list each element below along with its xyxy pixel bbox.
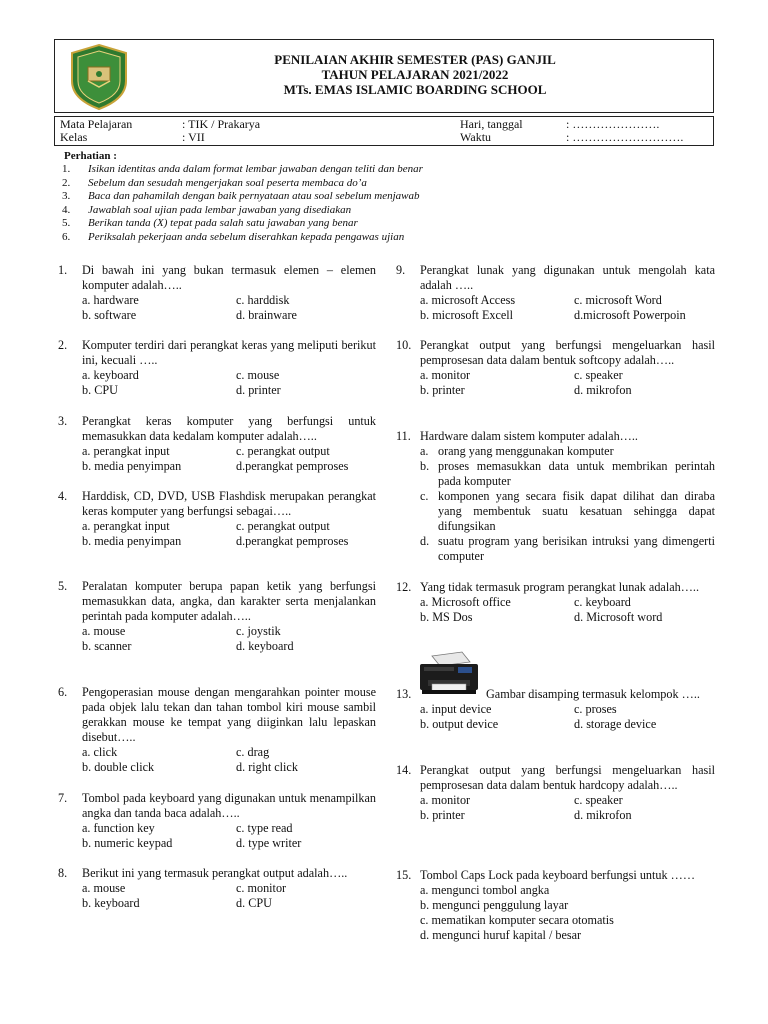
answer-option[interactable]: c. speaker [574, 368, 623, 382]
exam-title: PENILAIAN AKHIR SEMESTER (PAS) GANJIL [274, 52, 556, 67]
date-value: : …………………. [566, 117, 660, 131]
school-logo-icon [68, 43, 130, 111]
answer-option[interactable]: d. mikrofon [574, 808, 632, 822]
answer-option[interactable]: b. printer [420, 383, 465, 397]
question-number: 9. [396, 263, 406, 277]
answer-option[interactable]: c. monitor [236, 881, 287, 895]
answer-option[interactable]: d. storage device [574, 717, 657, 731]
question-text: Tombol pada keyboard yang digunakan untuk menampilkan angka dan tanda baca adalah….. [82, 791, 376, 820]
answer-option[interactable]: a. perangkat input [82, 444, 170, 458]
class-value: : VII [182, 130, 205, 144]
answer-option[interactable]: c. joystik [236, 624, 281, 638]
answer-options [420, 368, 715, 398]
answer-options [420, 595, 715, 625]
question-number: 4. [58, 489, 68, 503]
question-6 [58, 685, 376, 775]
answer-option[interactable]: a. perangkat input [82, 519, 170, 533]
question-number: 1. [58, 263, 68, 277]
answer-option[interactable]: d. brainware [236, 308, 297, 322]
answer-option[interactable]: a. Microsoft office [420, 595, 511, 609]
answer-option[interactable]: b. media penyimpan [82, 459, 182, 473]
question-text: Pengoperasian mouse dengan mengarahkan pointer mouse pada objek lalu tekan dan tahan tombol kiri mouse sambil gerakkan mouse ke tempat yang diiginkan lalu lepaskan disebut….. [82, 685, 376, 744]
answer-options [420, 702, 715, 732]
answer-option[interactable]: a. mouse [82, 881, 126, 895]
answer-option[interactable]: b. microsoft Excell [420, 308, 514, 322]
answer-options [420, 444, 715, 564]
question-9 [396, 263, 715, 323]
answer-option[interactable]: d. keyboard [236, 639, 294, 653]
answer-option[interactable]: d. CPU [236, 896, 272, 910]
instruction-item [62, 163, 712, 177]
question-text: Di bawah ini yang bukan termasuk elemen – elemen komputer adalah….. [82, 263, 376, 292]
option-text: proses memasukkan data untuk membrikan perintah pada komputer [438, 459, 715, 488]
question-13 [396, 687, 715, 732]
question-5 [58, 579, 376, 654]
instruction-item [62, 204, 712, 218]
answer-option[interactable]: b. software [82, 308, 137, 322]
question-text: Perangkat keras komputer yang berfungsi untuk memasukkan data kedalam komputer adalah….. [82, 414, 376, 443]
question-number: 13. [396, 687, 412, 701]
instructions [62, 150, 712, 245]
instruction-text: Baca dan pahamilah dengan baik pernyataan atau soal sebelum menjawab [88, 190, 420, 203]
instruction-number: 2. [62, 176, 71, 189]
answer-option[interactable]: b. CPU [82, 383, 118, 397]
answer-option[interactable]: a. monitor [420, 793, 471, 807]
question-number: 2. [58, 338, 68, 352]
exam-header [54, 39, 714, 113]
instruction-text: Jawablah soal ujian pada lembar jawaban yang disediakan [88, 203, 352, 216]
option-text: orang yang menggunakan komputer [438, 444, 614, 458]
instruction-text: Sebelum dan sesudah mengerjakan soal peserta membaca do’a [88, 176, 367, 189]
option-marker: b. [420, 459, 430, 473]
instruction-item [62, 231, 712, 245]
option-marker: d. [420, 534, 430, 548]
answer-option[interactable]: c. type read [236, 821, 293, 835]
answer-option[interactable]: c. mouse [236, 368, 280, 382]
question-text: Perangkat lunak yang digunakan untuk mengolah kata adalah ….. [420, 263, 715, 292]
answer-option[interactable]: a. keyboard [82, 368, 139, 382]
answer-option[interactable]: a. mouse [82, 624, 126, 638]
question-number: 3. [58, 414, 68, 428]
question-1 [58, 263, 376, 323]
question-number: 5. [58, 579, 68, 593]
answer-options [82, 745, 376, 775]
subject-label: Mata Pelajaran [60, 117, 133, 131]
question-2 [58, 338, 376, 398]
question-14 [396, 763, 715, 823]
answer-option[interactable]: d. printer [236, 383, 281, 397]
answer-option[interactable] [420, 459, 715, 489]
question-number: 14. [396, 763, 412, 777]
answer-option[interactable]: d. right click [236, 760, 298, 774]
instruction-item [62, 177, 712, 191]
answer-option[interactable] [420, 898, 715, 913]
answer-options [82, 881, 376, 911]
class-label: Kelas [60, 130, 88, 144]
answer-option[interactable]: d.perangkat pemproses [236, 459, 349, 473]
question-number: 7. [58, 791, 68, 805]
answer-option[interactable]: a. function key [82, 821, 155, 835]
answer-option[interactable]: c. perangkat output [236, 444, 330, 458]
answer-options [420, 293, 715, 323]
question-8 [58, 866, 376, 911]
answer-options [420, 883, 715, 943]
question-number: 6. [58, 685, 68, 699]
answer-option[interactable]: a. hardware [82, 293, 139, 307]
question-4 [58, 489, 376, 549]
instruction-number: 4. [62, 203, 71, 216]
question-number: 11. [396, 429, 411, 443]
answer-option[interactable]: a. click [82, 745, 118, 759]
answer-option[interactable]: a. input device [420, 702, 492, 716]
question-text: Peralatan komputer berupa papan ketik yang berfungsi memasukkan data, angka, dan karakter serta menjalankan perintah pada komputer adalah….. [82, 579, 376, 623]
instructions-title: Perhatian : [64, 150, 117, 162]
time-value: : ………………………. [566, 130, 684, 144]
answer-option[interactable]: b. MS Dos [420, 610, 473, 624]
answer-option[interactable] [420, 913, 715, 928]
answer-option[interactable]: b. keyboard [82, 896, 140, 910]
answer-option[interactable]: b. scanner [82, 639, 132, 653]
question-text: Perangkat output yang berfungsi mengeluarkan hasil pemprosesan data dalam bentuk hardcopy adalah….. [420, 763, 715, 792]
answer-option[interactable]: c. harddisk [236, 293, 290, 307]
question-text: Gambar disamping termasuk kelompok ….. [486, 687, 700, 701]
instruction-number: 5. [62, 217, 71, 230]
answer-option[interactable]: c. speaker [574, 793, 623, 807]
answer-option[interactable]: d.microsoft Powerpoin [574, 308, 686, 322]
question-text: Perangkat output yang berfungsi mengeluarkan hasil pemprosesan data dalam bentuk softcopy adalah….. [420, 338, 715, 367]
answer-option[interactable]: c. drag [236, 745, 270, 759]
time-label: Waktu [460, 130, 492, 144]
date-label: Hari, tanggal [460, 117, 523, 131]
answer-option[interactable]: b. printer [420, 808, 465, 822]
answer-option[interactable] [420, 534, 715, 564]
instruction-number: 6. [62, 230, 71, 243]
question-text: Yang tidak termasuk program perangkat lunak adalah….. [420, 580, 699, 594]
answer-option[interactable]: a. monitor [420, 368, 471, 382]
question-text: Harddisk, CD, DVD, USB Flashdisk merupakan perangkat keras komputer yang berfungsi sebagai….. [82, 489, 376, 518]
question-11 [396, 429, 715, 564]
answer-options [82, 368, 376, 398]
answer-option[interactable]: d. Microsoft word [574, 610, 663, 624]
answer-option[interactable]: b. double click [82, 760, 155, 774]
answer-option[interactable]: d. mikrofon [574, 383, 632, 397]
option-text: d. mengunci huruf kapital / besar [420, 928, 582, 942]
answer-option[interactable]: b. media penyimpan [82, 534, 182, 548]
header-titles [135, 52, 695, 97]
answer-option[interactable]: c. keyboard [574, 595, 631, 609]
answer-option[interactable] [420, 928, 715, 943]
option-marker: c. [420, 489, 429, 503]
school-name: MTs. EMAS ISLAMIC BOARDING SCHOOL [283, 82, 547, 97]
answer-options [82, 519, 376, 549]
question-number: 10. [396, 338, 412, 352]
answer-option[interactable]: a. microsoft Access [420, 293, 516, 307]
instruction-number: 3. [62, 190, 71, 203]
question-10 [396, 338, 715, 398]
question-7 [58, 791, 376, 851]
subject-value: : TIK / Prakarya [182, 117, 261, 131]
instruction-text: Periksalah pekerjaan anda sebelum diserahkan kepada pengawas ujian [88, 230, 405, 243]
option-text: suatu program yang berisikan intruksi yang dimengerti computer [438, 534, 715, 563]
answer-options [82, 444, 376, 474]
option-text: b. mengunci penggulung layar [420, 898, 569, 912]
instruction-text: Isikan identitas anda dalam format lembar jawaban dengan teliti dan benar [88, 163, 423, 175]
answer-option[interactable] [420, 444, 715, 459]
answer-option[interactable] [420, 489, 715, 534]
question-15 [396, 868, 715, 943]
question-number: 12. [396, 580, 412, 594]
answer-options [82, 821, 376, 851]
question-number: 15. [396, 868, 412, 882]
answer-option[interactable]: c. perangkat output [236, 519, 330, 533]
question-text: Komputer terdiri dari perangkat keras yang meliputi berikut ini, kecuali ….. [82, 338, 376, 367]
answer-option[interactable]: d.perangkat pemproses [236, 534, 349, 548]
question-3 [58, 414, 376, 474]
option-text: c. mematikan komputer secara otomatis [420, 913, 614, 927]
answer-options [82, 624, 376, 654]
academic-year: TAHUN PELAJARAN 2021/2022 [321, 67, 509, 82]
question-text: Tombol Caps Lock pada keyboard berfungsi untuk …… [420, 868, 696, 882]
answer-option[interactable]: b. numeric keypad [82, 836, 173, 850]
option-text: a. mengunci tombol angka [420, 883, 550, 897]
answer-option[interactable]: b. output device [420, 717, 499, 731]
instruction-number: 1. [62, 163, 71, 175]
instruction-item [62, 217, 712, 231]
answer-option[interactable] [420, 883, 715, 898]
question-number: 8. [58, 866, 68, 880]
question-text: Hardware dalam sistem komputer adalah….. [420, 429, 638, 443]
instruction-item [62, 190, 712, 204]
question-12 [396, 580, 715, 625]
answer-options [420, 793, 715, 823]
exam-info-box [54, 116, 714, 146]
question-text: Berikut ini yang termasuk perangkat output adalah….. [82, 866, 348, 880]
option-marker: a. [420, 444, 429, 458]
answer-options [82, 293, 376, 323]
answer-option[interactable]: d. type writer [236, 836, 302, 850]
instruction-text: Berikan tanda (X) tepat pada salah satu jawaban yang benar [88, 217, 358, 230]
answer-option[interactable]: c. microsoft Word [574, 293, 662, 307]
answer-option[interactable]: c. proses [574, 702, 617, 716]
option-text: komponen yang secara fisik dapat dilihat dan diraba yang membentuk suatu kesatuan sehingga dapat difungsikan [438, 489, 715, 533]
